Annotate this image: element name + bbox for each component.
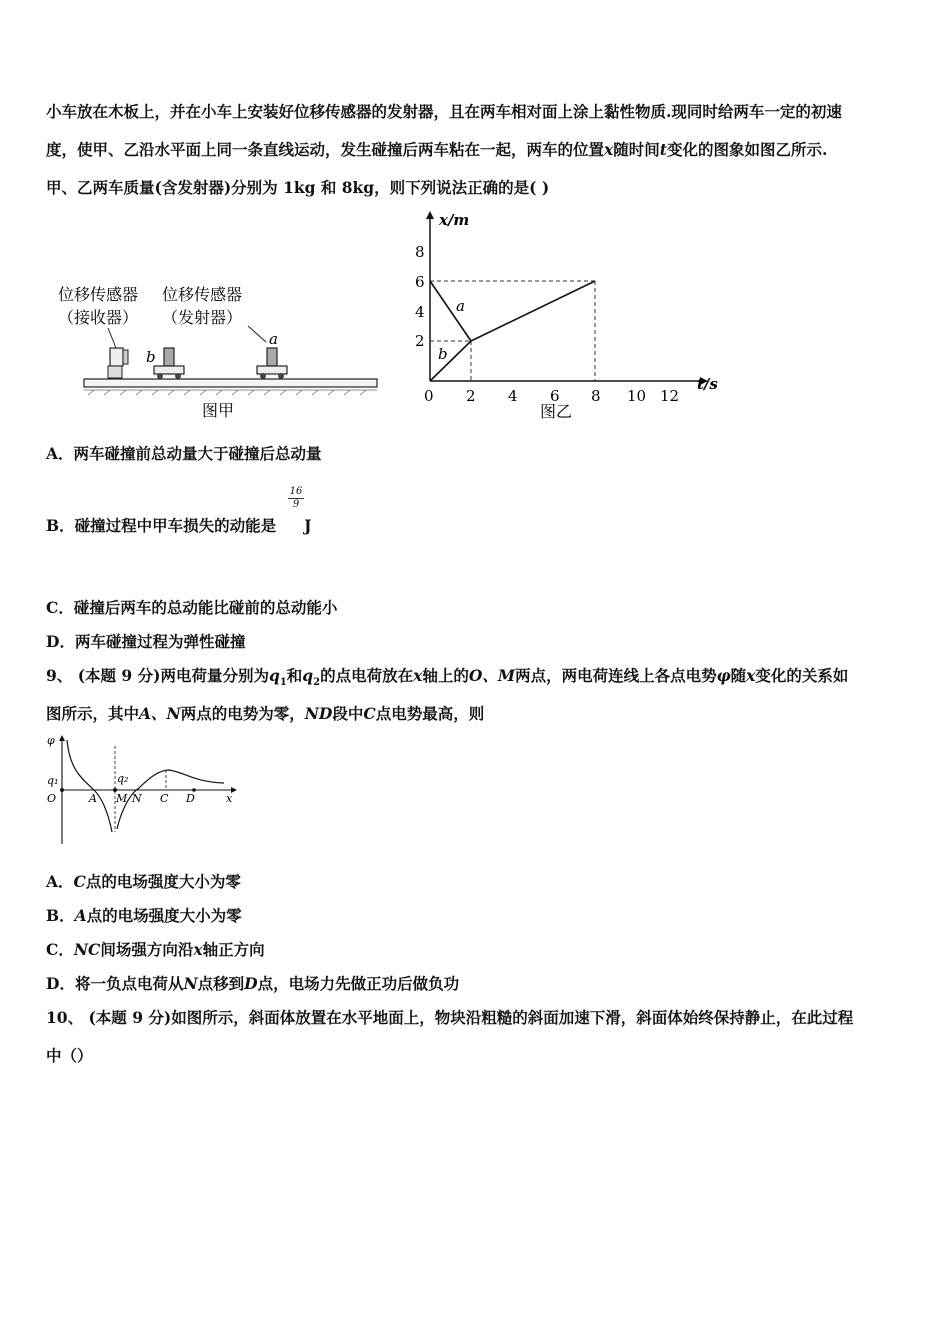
y-tick-8: 8 [415, 243, 425, 261]
line-b-label: b [438, 345, 448, 363]
q8-option-d: D．两车碰撞过程为弹性碰撞 [46, 632, 246, 651]
N-label: N [132, 792, 142, 805]
phi-label: φ [47, 734, 55, 747]
wooden-board [84, 379, 377, 387]
origin-label: 0 [424, 387, 434, 405]
x-tick-4: 4 [508, 387, 518, 405]
x-tick-10: 10 [627, 387, 647, 405]
line-b [430, 341, 471, 381]
O-label: O [47, 792, 57, 805]
M-label: M [116, 792, 128, 805]
x-label: x [226, 792, 233, 805]
curve-left [67, 740, 112, 832]
q1-label: q₁ [47, 774, 59, 787]
q8-line-2: 度，使甲、乙沿水平面上同一条直线运动，发生碰撞后两车粘在一起，两车的位置x随时间t变化的图象如图乙所示. [46, 140, 828, 159]
y-axis-label: x/m [439, 211, 470, 229]
car-a [257, 348, 287, 379]
line-combined [471, 281, 595, 341]
ground-hatch [84, 390, 377, 395]
figure-jia-caption: 图甲 [202, 401, 235, 420]
x-tick-6: 6 [550, 387, 560, 405]
x-tick-12: 12 [660, 387, 680, 405]
q9-option-b: B．A点的电场强度大小为零 [46, 906, 242, 925]
x-axis-label: t/s [697, 375, 718, 393]
figure-potential [44, 732, 244, 847]
car-b [154, 348, 184, 379]
A-label: A [89, 792, 97, 805]
q8-line-1: 小车放在木板上，并在小车上安装好位移传感器的发射器，且在两车相对面上涂上黏性物质.现同时给两车一定的初速 [46, 102, 842, 121]
y-tick-6: 6 [415, 273, 425, 291]
q8-line-3: 甲、乙两车质量(含发射器)分别为 1kg 和 8kg，则下列说法正确的是( ) [46, 178, 550, 197]
q9-option-d: D．将一负点电荷从N点移到D点，电场力先做正功后做负功 [46, 974, 460, 993]
y-tick-4: 4 [415, 303, 425, 321]
figure-yi-caption: 图乙 [540, 402, 573, 421]
receiver-label-1: 位移传感器 [58, 285, 139, 304]
q8-option-a: A．两车碰撞前总动量大于碰撞后总动量 [46, 444, 322, 463]
x-tick-8: 8 [591, 387, 601, 405]
car-a-label: a [269, 330, 278, 348]
figure-jia [58, 280, 385, 425]
q8-option-b: B．碰撞过程中甲车损失的动能是 J [46, 516, 312, 535]
figure-yi [405, 205, 725, 425]
q10-line-2: 中（） [46, 1046, 93, 1065]
line-a-label: a [456, 297, 465, 315]
car-b-label: b [146, 348, 156, 366]
y-tick-2: 2 [415, 332, 425, 350]
x-tick-2: 2 [466, 387, 476, 405]
q10-line-1: 10、 (本题 9 分)如图所示，斜面体放置在水平地面上，物块沿粗糙的斜面加速下滑，斜面体始终保持静止，在此过程 [46, 1008, 854, 1027]
C-label: C [160, 792, 169, 805]
q9-line-1: 9、 (本题 9 分)两电荷量分别为$q_1$和$q_2$的点电荷放在x轴上的O、M两点，两电荷连线上各点电势φ随x变化的关系如 [46, 666, 849, 689]
q2-label: q₂ [117, 772, 129, 785]
q9-option-a: A．C点的电场强度大小为零 [46, 872, 241, 891]
q9-option-c: C．NC间场强方向沿x轴正方向 [46, 940, 265, 959]
q8-option-c: C．碰撞后两车的总动能比碰前的总动能小 [46, 598, 338, 617]
receiver-label-2: （接收器） [58, 308, 139, 327]
q9-line-2: 图所示，其中A、N两点的电势为零，ND段中C点电势最高，则 [46, 704, 485, 723]
fraction-16-9: 16 9 [289, 486, 303, 510]
D-label: D [186, 792, 195, 805]
emitter-label-2: （发射器） [162, 308, 243, 327]
receiver-device [108, 348, 128, 378]
emitter-label-1: 位移传感器 [162, 285, 243, 304]
